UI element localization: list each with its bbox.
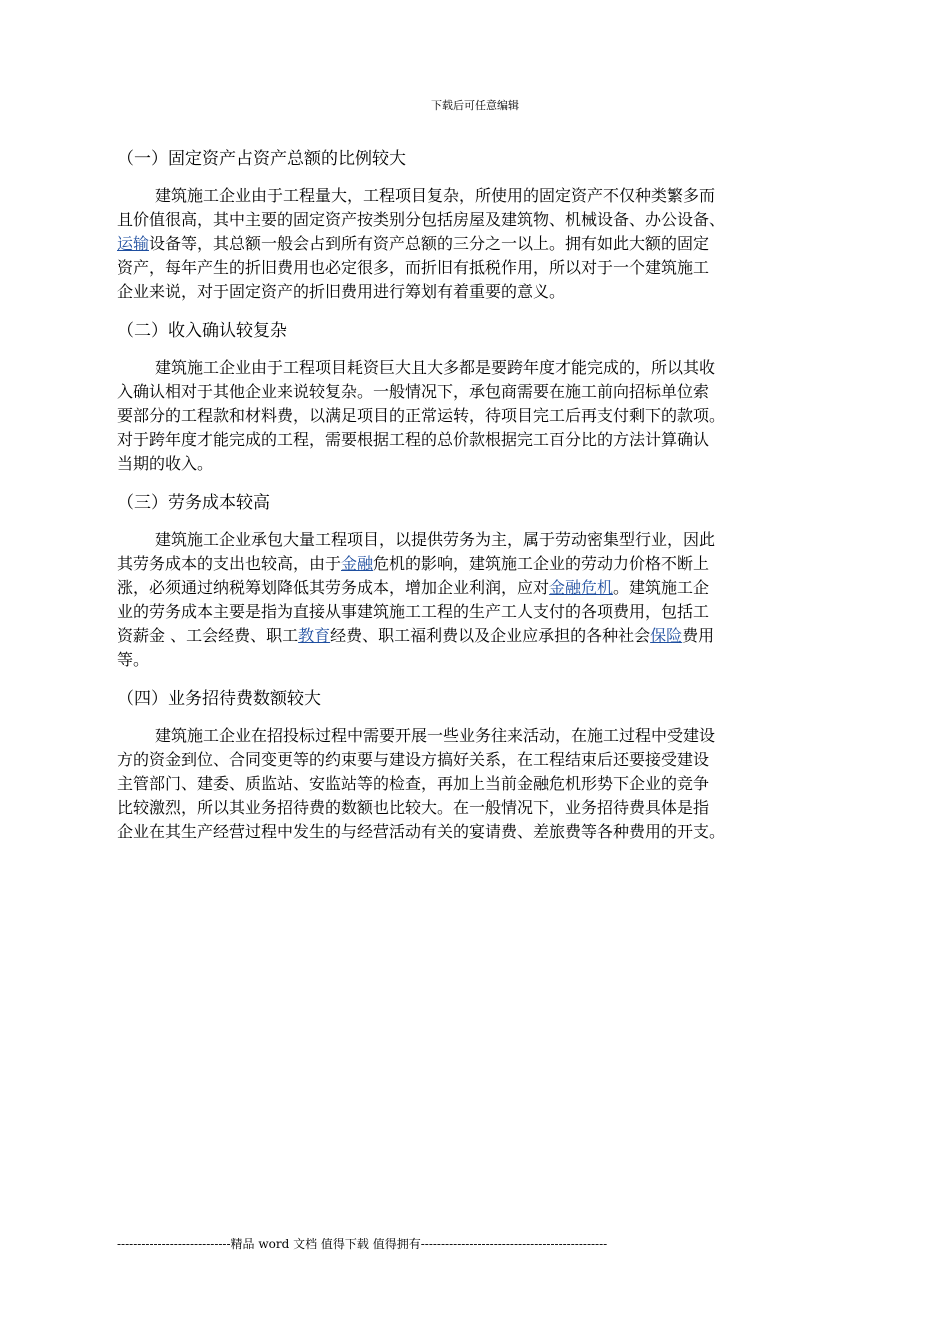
text-run: 企业来说，对于固定资产的折旧费用进行筹划有着重要的意义。 (117, 282, 566, 301)
section-revenue-recognition (117, 318, 837, 476)
paragraph-line (117, 600, 837, 624)
inline-link[interactable]: 运输 (117, 234, 150, 253)
paragraph-line (117, 772, 837, 796)
paragraph-line (117, 280, 837, 304)
paragraph-line (117, 748, 837, 772)
paragraph-line (117, 404, 837, 428)
section-paragraph (117, 528, 837, 672)
paragraph-line (117, 648, 837, 672)
text-run: 其劳务成本的支出也较高，由于 (117, 554, 342, 573)
text-run: 涨，必须通过纳税筹划降低其劳务成本，增加企业利润，应对 (117, 578, 550, 597)
section-heading: （一）固定资产占资产总额的比例较大 (117, 149, 406, 169)
text-run: 建筑施工企业承包大量工程项目，以提供劳务为主，属于劳动密集型行业，因此 (155, 530, 716, 549)
text-run: 且价值很高，其中主要的固定资产按类别分包括房屋及建筑物、机械设备、办公设备、 (117, 210, 726, 229)
document-body (117, 146, 837, 858)
text-run: 。建筑施工企 (613, 578, 710, 597)
inline-link[interactable]: 金融 (341, 554, 374, 573)
text-run: 建筑施工企业由于工程量大，工程项目复杂，所使用的固定资产不仅种类繁多而 (155, 186, 716, 205)
section-entertainment-expense (117, 686, 837, 844)
section-paragraph (117, 356, 837, 476)
paragraph-line (117, 552, 837, 576)
text-run: 等。 (117, 650, 150, 669)
text-run: 主管部门、建委、质监站、安监站等的检查，再加上当前金融危机形势下企业的竞争 (117, 774, 710, 793)
text-run: 设备等，其总额一般会占到所有资产总额的三分之一以上。拥有如此大额的固定 (149, 234, 710, 253)
text-run: 危机的影响，建筑施工企业的劳动力价格不断上 (373, 554, 710, 573)
section-heading: （三）劳务成本较高 (117, 493, 270, 513)
text-run: 企业在其生产经营过程中发生的与经营活动有关的宴请费、差旅费等各种费用的开支。 (117, 822, 726, 841)
text-run: 业的劳务成本主要是指为直接从事建筑施工工程的生产工人支付的各项费用，包括工 (117, 602, 710, 621)
text-run: 资薪金 、工会经费、职工 (117, 626, 299, 645)
paragraph-line (117, 380, 837, 404)
text-run: 资产，每年产生的折旧费用也必定很多，而折旧有抵税作用，所以对于一个建筑施工 (117, 258, 710, 277)
text-run: 方的资金到位、合同变更等的约束要与建设方搞好关系，在工程结束后还要接受建设 (117, 750, 710, 769)
text-run: 要部分的工程款和材料费，以满足项目的正常运转，待项目完工后再支付剩下的款项。 (117, 406, 726, 425)
section-paragraph (117, 724, 837, 844)
inline-link[interactable]: 金融危机 (549, 578, 614, 597)
paragraph-line (117, 624, 837, 648)
section-paragraph (117, 184, 837, 304)
page-header: 下载后可任意编辑 (431, 99, 519, 112)
text-run: 对于跨年度才能完成的工程，需要根据工程的总价款根据完工百分比的方法计算确认 (117, 430, 710, 449)
section-heading: （四）业务招待费数额较大 (117, 689, 321, 709)
text-run: 当期的收入。 (117, 454, 214, 473)
paragraph-line (117, 528, 837, 552)
text-run: 比较激烈，所以其业务招待费的数额也比较大。在一般情况下，业务招待费具体是指 (117, 798, 710, 817)
paragraph-line (117, 256, 837, 280)
inline-link[interactable]: 教育 (298, 626, 331, 645)
paragraph-line (117, 724, 837, 748)
text-run: 建筑施工企业在招投标过程中需要开展一些业务往来活动，在施工过程中受建设 (155, 726, 716, 745)
paragraph-line (117, 576, 837, 600)
section-labor-cost (117, 490, 837, 672)
paragraph-line (117, 232, 837, 256)
text-run: 入确认相对于其他企业来说较复杂。一般情况下，承包商需要在施工前向招标单位索 (117, 382, 710, 401)
section-fixed-assets (117, 146, 837, 304)
paragraph-line (117, 428, 837, 452)
paragraph-line (117, 184, 837, 208)
section-heading: （二）收入确认较复杂 (117, 321, 287, 341)
paragraph-line (117, 820, 837, 844)
inline-link[interactable]: 保险 (650, 626, 683, 645)
paragraph-line (117, 452, 837, 476)
paragraph-line (117, 796, 837, 820)
page-footer: ----------------------------精品 word 文档 值得下载 值得拥有---------------------------------------------- (117, 1237, 608, 1251)
text-run: 经费、职工福利费以及企业应承担的各种社会 (330, 626, 651, 645)
paragraph-line (117, 208, 837, 232)
text-run: 建筑施工企业由于工程项目耗资巨大且大多都是要跨年度才能完成的，所以其收 (155, 358, 716, 377)
paragraph-line (117, 356, 837, 380)
text-run: 费用 (682, 626, 715, 645)
